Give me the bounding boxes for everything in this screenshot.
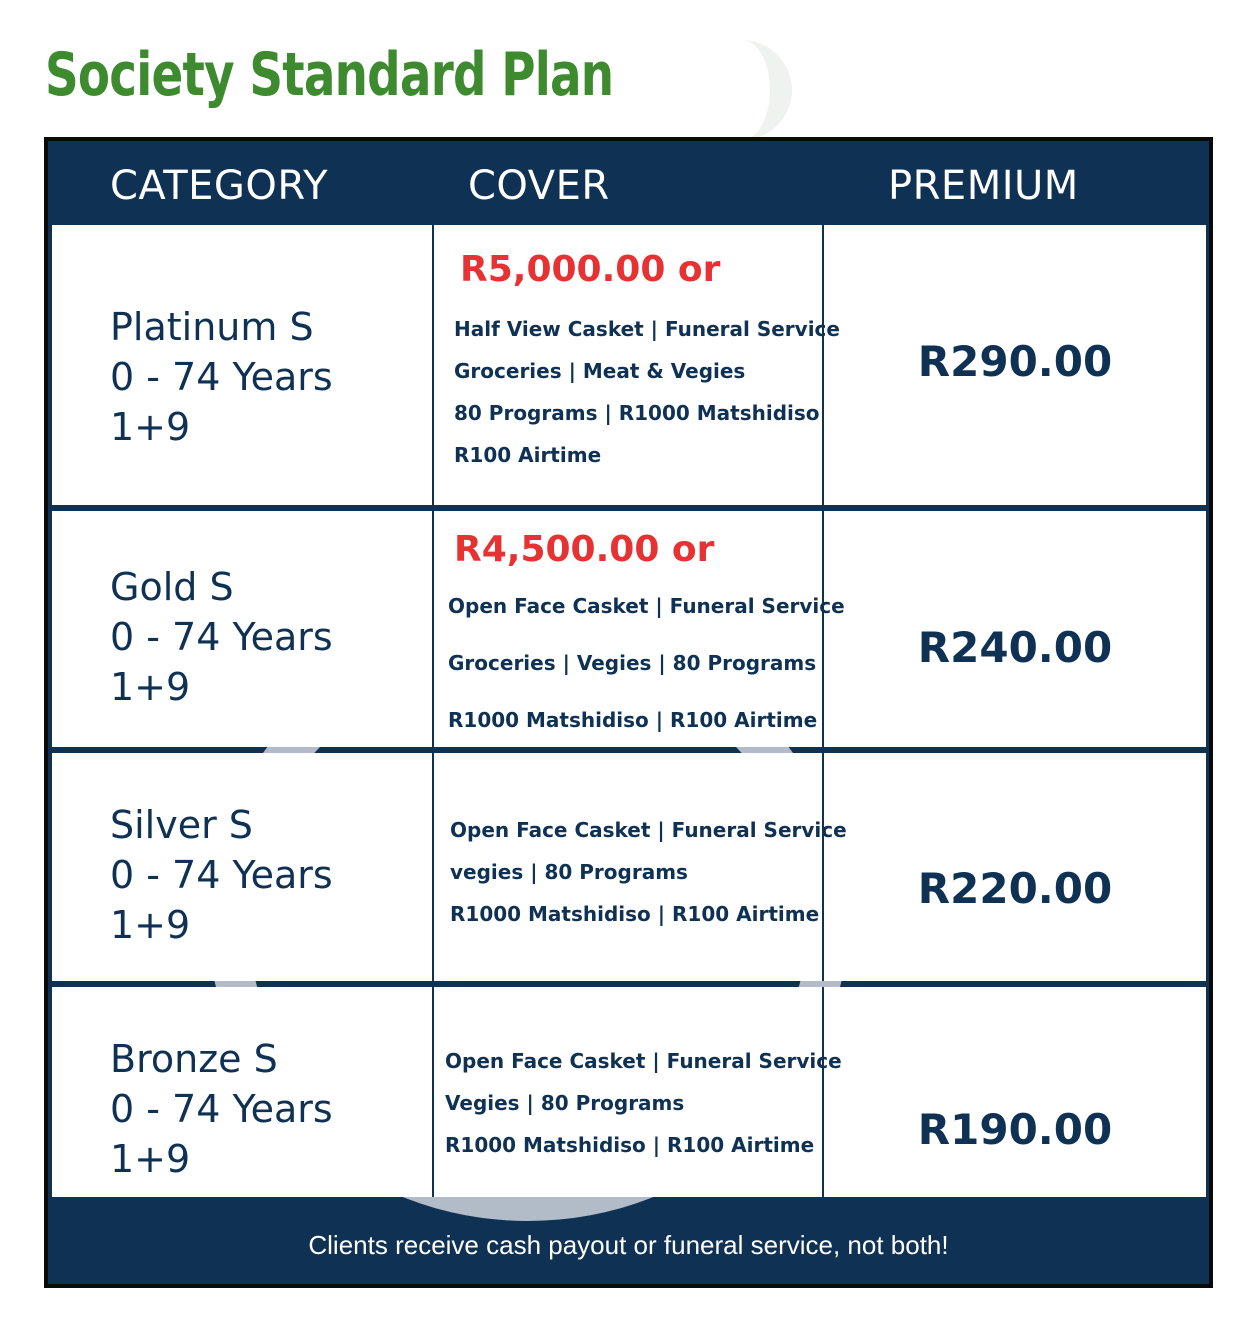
category-cell	[110, 1034, 333, 1184]
cover-cell	[450, 809, 847, 935]
column-divider	[432, 225, 434, 505]
footer-note: Clients receive cash payout or funeral service, not both!	[308, 1230, 949, 1260]
cover-cell	[445, 1040, 842, 1166]
page-title: Society Standard Plan	[45, 40, 614, 110]
table-row-bronze	[52, 987, 1206, 1197]
plan-ages: 0 - 74 Years	[110, 615, 333, 659]
plan-name: Platinum S	[110, 305, 314, 349]
header-category: CATEGORY	[110, 163, 329, 209]
benefit-line: Open Face Casket | Funeral Service	[448, 594, 845, 618]
cover-cell	[454, 249, 840, 476]
category-cell	[110, 800, 333, 950]
benefit-line: R1000 Matshidiso | R100 Airtime	[450, 902, 820, 926]
benefit-line: Open Face Casket | Funeral Service	[445, 1049, 842, 1073]
plan-members: 1+9	[110, 665, 191, 709]
column-divider	[432, 511, 434, 747]
plan-name: Silver S	[110, 803, 253, 847]
table-row-gold	[52, 511, 1206, 747]
plan-ages: 0 - 74 Years	[110, 1087, 333, 1131]
table-row-platinum	[52, 225, 1206, 505]
cash-cover: R5,000.00 or	[460, 249, 721, 290]
plan-ages: 0 - 74 Years	[110, 853, 333, 897]
benefit-line: R1000 Matshidiso | R100 Airtime	[445, 1133, 815, 1157]
plan-name: Bronze S	[110, 1037, 278, 1081]
benefit-line: vegies | 80 Programs	[450, 860, 688, 884]
premium-value: R240.00	[917, 623, 1113, 672]
plan-members: 1+9	[110, 1137, 191, 1181]
header-premium: PREMIUM	[888, 163, 1079, 209]
benefit-line: R100 Airtime	[454, 443, 602, 467]
watermark-leaf	[700, 40, 792, 140]
plan-name: Gold S	[110, 565, 234, 609]
premium-value: R190.00	[917, 1105, 1113, 1154]
column-divider	[432, 987, 434, 1197]
category-cell	[110, 562, 333, 712]
benefit-line: Open Face Casket | Funeral Service	[450, 818, 847, 842]
benefit-line: Vegies | 80 Programs	[445, 1091, 685, 1115]
benefit-line: Half View Casket | Funeral Service	[454, 317, 840, 341]
benefit-line: Groceries | Vegies | 80 Programs	[448, 651, 817, 675]
premium-value: R220.00	[917, 864, 1113, 913]
table-row-silver	[52, 753, 1206, 981]
cover-cell	[448, 529, 845, 749]
benefit-line: R1000 Matshidiso | R100 Airtime	[448, 708, 818, 732]
premium-value: R290.00	[917, 337, 1113, 386]
column-divider	[432, 753, 434, 981]
plan-table	[44, 137, 1213, 1288]
plan-ages: 0 - 74 Years	[110, 355, 333, 399]
category-cell	[110, 302, 333, 452]
table-header	[48, 141, 1209, 223]
plan-members: 1+9	[110, 903, 191, 947]
plan-members: 1+9	[110, 405, 191, 449]
benefit-line: 80 Programs | R1000 Matshidiso	[454, 401, 820, 425]
header-cover: COVER	[468, 163, 610, 209]
cash-cover: R4,500.00 or	[454, 529, 715, 570]
benefit-line: Groceries | Meat & Vegies	[454, 359, 746, 383]
